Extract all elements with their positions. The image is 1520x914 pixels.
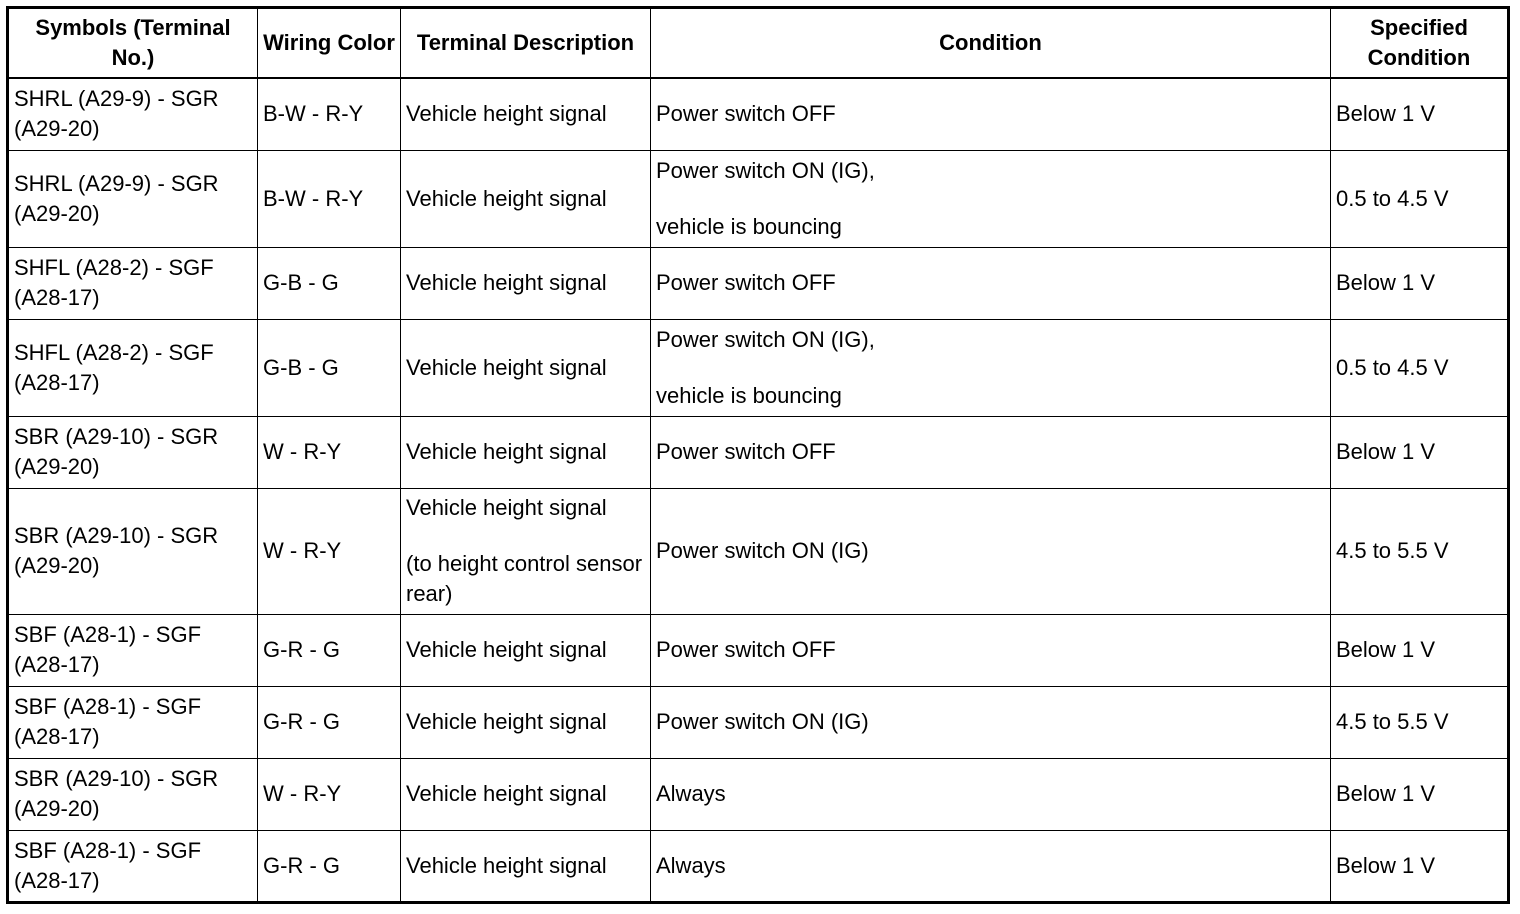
cell-description [401, 614, 651, 686]
cell-wiring-color: G-R - G [258, 830, 401, 902]
cell-specified: Below 1 V [1331, 830, 1509, 902]
condition-line: Power switch ON (IG) [656, 709, 869, 734]
cell-wiring-color: B-W - R-Y [258, 78, 401, 150]
table-row [8, 830, 1509, 902]
cell-condition [651, 319, 1331, 416]
description-line: Vehicle height signal [406, 709, 607, 734]
cell-wiring-color: G-B - G [258, 319, 401, 416]
cell-wiring-color: G-R - G [258, 614, 401, 686]
table-header-row [8, 8, 1509, 79]
cell-specified: 0.5 to 4.5 V [1331, 319, 1509, 416]
cell-wiring-color: W - R-Y [258, 758, 401, 830]
condition-line: Always [656, 781, 726, 806]
cell-description [401, 758, 651, 830]
cell-symbols: SBR (A29-10) - SGR (A29-20) [8, 488, 258, 614]
cell-description [401, 416, 651, 488]
condition-line: vehicle is bouncing [656, 213, 842, 239]
cell-wiring-color: G-R - G [258, 686, 401, 758]
description-line: Vehicle height signal [406, 354, 607, 380]
description-line: (to height control sensor rear) [406, 551, 643, 606]
description-line: Vehicle height signal [406, 185, 607, 211]
table-body [8, 78, 1509, 902]
condition-line: Power switch OFF [656, 101, 836, 127]
cell-wiring-color: B-W - R-Y [258, 150, 401, 247]
cell-wiring-color: W - R-Y [258, 416, 401, 488]
description-line: Vehicle height signal [406, 270, 607, 295]
cell-description [401, 247, 651, 319]
cell-symbols: SHRL (A29-9) - SGR (A29-20) [8, 150, 258, 247]
cell-condition [651, 614, 1331, 686]
table-row [8, 758, 1509, 830]
table-row [8, 247, 1509, 319]
cell-condition [651, 78, 1331, 150]
header-condition: Condition [651, 8, 1331, 79]
cell-specified: 0.5 to 4.5 V [1331, 150, 1509, 247]
cell-symbols: SHFL (A28-2) - SGF (A28-17) [8, 247, 258, 319]
condition-line: Power switch OFF [656, 637, 836, 662]
cell-symbols: SBF (A28-1) - SGF (A28-17) [8, 686, 258, 758]
cell-description [401, 488, 651, 614]
header-specified-condition: Specified Condition [1331, 8, 1509, 79]
table-row [8, 150, 1509, 247]
cell-symbols: SBR (A29-10) - SGR (A29-20) [8, 758, 258, 830]
cell-specified: Below 1 V [1331, 758, 1509, 830]
description-line: Vehicle height signal [406, 101, 607, 127]
description-line: Vehicle height signal [406, 852, 607, 878]
terminal-spec-table [6, 6, 1510, 904]
cell-specified: Below 1 V [1331, 416, 1509, 488]
condition-line: Power switch ON (IG), [656, 157, 875, 183]
cell-symbols: SHRL (A29-9) - SGR (A29-20) [8, 78, 258, 150]
condition-line: Power switch OFF [656, 270, 836, 295]
condition-line: Power switch OFF [656, 439, 836, 464]
header-symbols: Symbols (Terminal No.) [8, 8, 258, 79]
cell-condition [651, 488, 1331, 614]
header-terminal-description: Terminal Description [401, 8, 651, 79]
condition-line: Power switch ON (IG), [656, 326, 875, 352]
description-line: Vehicle height signal [406, 637, 607, 662]
description-line: Vehicle height signal [406, 439, 607, 464]
cell-specified: Below 1 V [1331, 78, 1509, 150]
cell-description [401, 830, 651, 902]
cell-condition [651, 830, 1331, 902]
cell-symbols: SHFL (A28-2) - SGF (A28-17) [8, 319, 258, 416]
cell-specified: 4.5 to 5.5 V [1331, 488, 1509, 614]
cell-condition [651, 416, 1331, 488]
cell-symbols: SBR (A29-10) - SGR (A29-20) [8, 416, 258, 488]
table-row [8, 686, 1509, 758]
cell-description [401, 319, 651, 416]
table-row [8, 416, 1509, 488]
cell-condition [651, 758, 1331, 830]
description-line: Vehicle height signal [406, 781, 607, 806]
description-line: Vehicle height signal [406, 495, 607, 520]
header-wiring-color: Wiring Color [258, 8, 401, 79]
cell-condition [651, 150, 1331, 247]
condition-line: vehicle is bouncing [656, 382, 842, 408]
cell-description [401, 686, 651, 758]
cell-description [401, 78, 651, 150]
cell-specified: Below 1 V [1331, 614, 1509, 686]
cell-specified: 4.5 to 5.5 V [1331, 686, 1509, 758]
table-row [8, 488, 1509, 614]
cell-condition [651, 686, 1331, 758]
cell-wiring-color: G-B - G [258, 247, 401, 319]
condition-line: Always [656, 852, 726, 878]
table-row [8, 614, 1509, 686]
condition-line: Power switch ON (IG) [656, 538, 869, 563]
cell-description [401, 150, 651, 247]
cell-wiring-color: W - R-Y [258, 488, 401, 614]
cell-symbols: SBF (A28-1) - SGF (A28-17) [8, 614, 258, 686]
table-row [8, 78, 1509, 150]
table-row [8, 319, 1509, 416]
cell-condition [651, 247, 1331, 319]
cell-specified: Below 1 V [1331, 247, 1509, 319]
cell-symbols: SBF (A28-1) - SGF (A28-17) [8, 830, 258, 902]
